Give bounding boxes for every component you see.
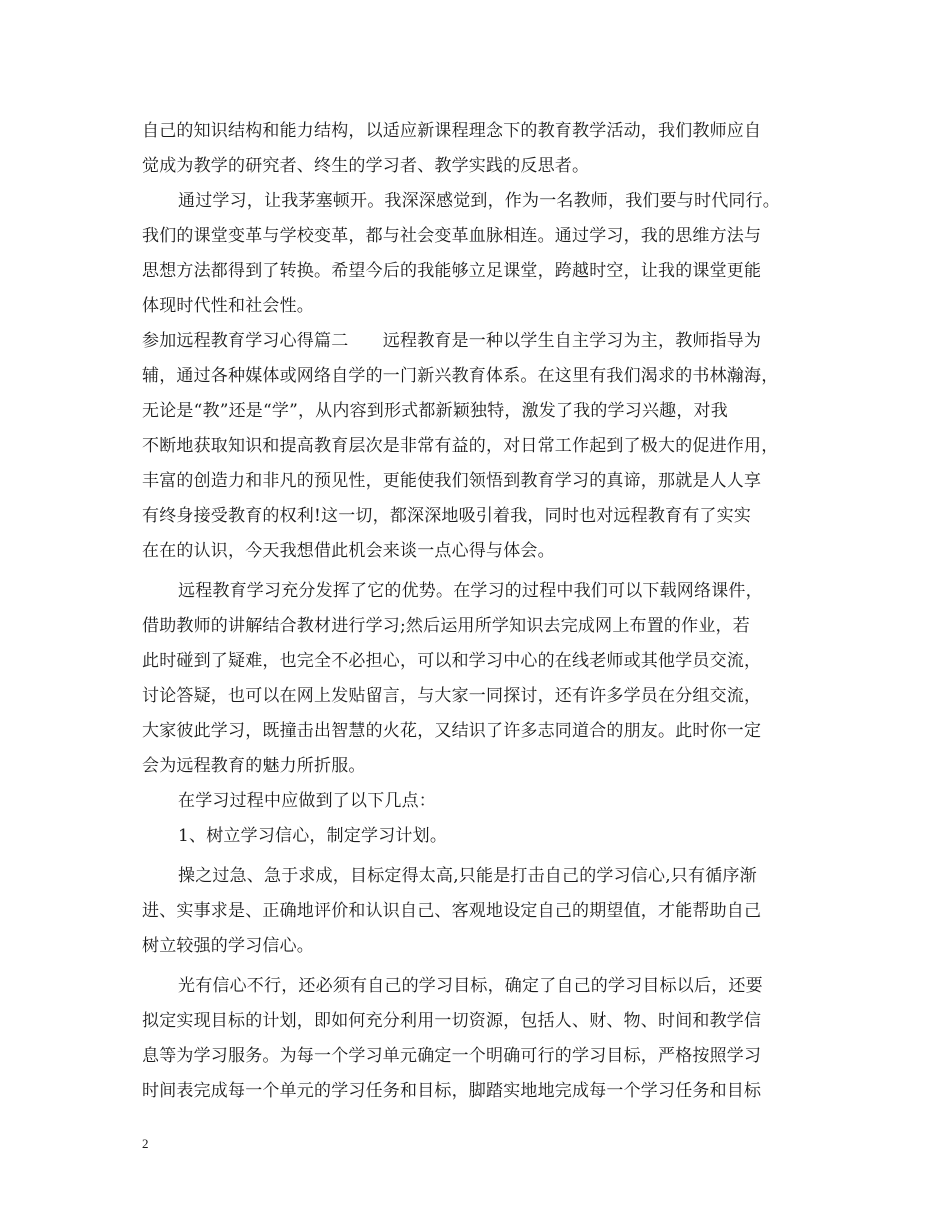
text-line: 辅，通过各种媒体或网络自学的一门新兴教育体系。在这里有我们渴求的书林瀚海， <box>142 366 779 386</box>
text-line: 不断地获取知识和提高教育层次是非常有益的，对日常工作起到了极大的促进作用， <box>142 436 779 456</box>
text-line: 树立较强的学习信心。 <box>142 936 314 956</box>
text-line: 在在的认识，今天我想借此机会来谈一点心得与体会。 <box>142 541 555 561</box>
text-line: 讨论答疑，也可以在网上发贴留言，与大家一同探讨，还有许多学员在分组交流， <box>142 686 762 706</box>
text-line: 息等为学习服务。为每一个学习单元确定一个明确可行的学习目标，严格按照学习 <box>142 1046 762 1066</box>
text-line: 在学习过程中应做到了以下几点： <box>178 791 436 811</box>
text-line: 操之过急、急于求成，目标定得太高,只能是打击自己的学习信心,只有循序渐 <box>178 866 757 886</box>
text-line: 借助教师的讲解结合教材进行学习;然后运用所学知识去完成网上布置的作业，若 <box>142 616 750 636</box>
text-line: 光有信心不行，还必须有自己的学习目标，确定了自己的学习目标以后，还要 <box>178 976 763 996</box>
text-line: 大家彼此学习，既撞击出智慧的火花，又结识了许多志同道合的朋友。此时你一定 <box>142 721 762 741</box>
text-line: 思想方法都得到了转换。希望今后的我能够立足课堂，跨越时空，让我的课堂更能 <box>142 261 762 281</box>
text-line: 通过学习，让我茅塞顿开。我深深感觉到，作为一名教师，我们要与时代同行。 <box>178 191 780 211</box>
text-line: 远程教育学习充分发挥了它的优势。在学习的过程中我们可以下载网络课件， <box>178 581 763 601</box>
section-heading-line: 参加远程教育学习心得篇二 远程教育是一种以学生自主学习为主，教师指导为 <box>142 331 762 351</box>
list-item-heading: 1、树立学习信心，制定学习计划。 <box>178 826 448 846</box>
text-line: 无论是“教”还是“学”，从内容到形式都新颖独特，激发了我的学习兴趣，对我 <box>142 401 728 421</box>
text-line: 此时碰到了疑难，也完全不必担心，可以和学习中心的在线老师或其他学员交流， <box>142 651 762 671</box>
text-line: 会为远程教育的魅力所折服。 <box>142 756 366 776</box>
text-line: 进、实事求是、正确地评价和认识自己、客观地设定自己的期望值，才能帮助自己 <box>142 901 762 921</box>
text-line: 时间表完成每一个单元的学习任务和目标，脚踏实地地完成每一个学习任务和目标 <box>142 1081 762 1101</box>
page-number: 2 <box>142 1136 149 1151</box>
text-line: 体现时代性和社会性。 <box>142 296 314 316</box>
text-line: 我们的课堂变革与学校变革，都与社会变革血脉相连。通过学习，我的思维方法与 <box>142 226 762 246</box>
text-line: 自己的知识结构和能力结构，以适应新课程理念下的教育教学活动，我们教师应自 <box>142 121 762 141</box>
text-line: 觉成为教学的研究者、终生的学习者、教学实践的反思者。 <box>142 156 590 176</box>
text-line: 拟定实现目标的计划，即如何充分利用一切资源，包括人、财、物、时间和教学信 <box>142 1011 762 1031</box>
text-line: 丰富的创造力和非凡的预见性，更能使我们领悟到教育学习的真谛，那就是人人享 <box>142 471 762 491</box>
text-line: 有终身接受教育的权利!这一切，都深深地吸引着我，同时也对远程教育有了实实 <box>142 506 752 526</box>
